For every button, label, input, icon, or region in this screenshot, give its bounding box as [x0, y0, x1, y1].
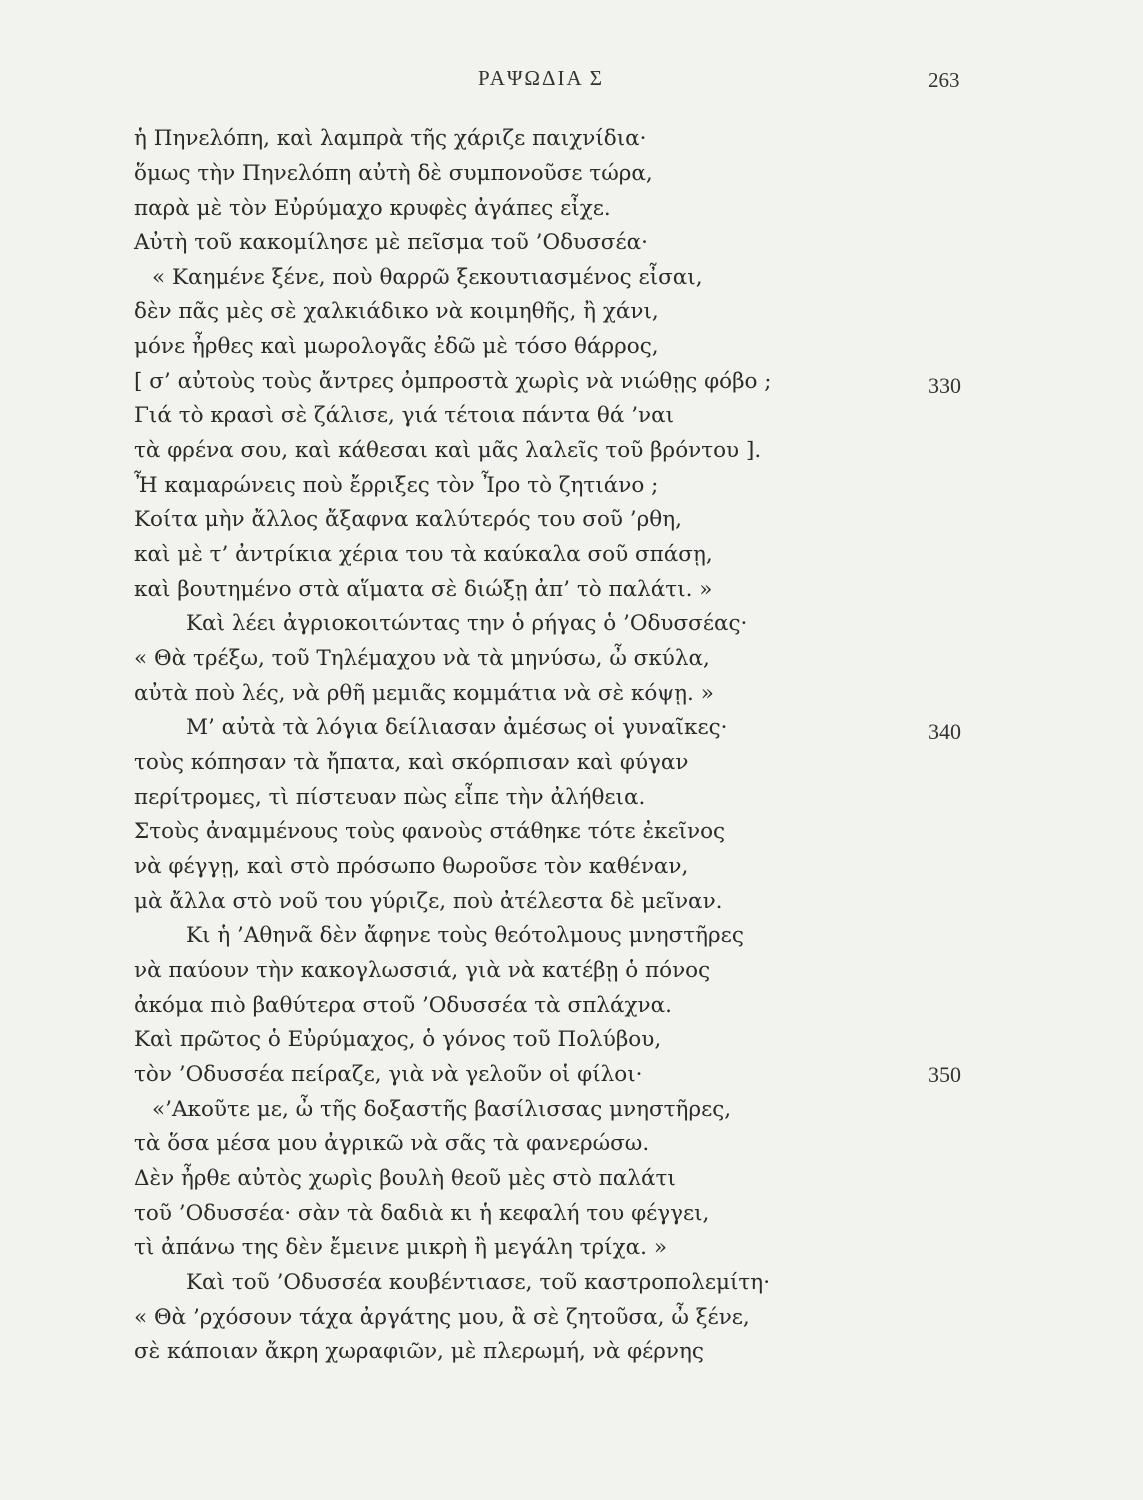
- verse-line: περίτρομες, τὶ πίστευαν πὼς εἶπε τὴν ἀλήθεια.: [134, 785, 646, 810]
- verse-line: δὲν πᾶς μὲς σὲ χαλκιάδικο νὰ κοιμηθῆς, ἢ χάνι,: [134, 299, 659, 324]
- verse-line: Ἦ καμαρώνεις ποὺ ἔρριξες τὸν Ἶρο τὸ ζητιάνο ;: [134, 473, 659, 498]
- verse-line: Μ’ αὐτὰ τὰ λόγια δείλιασαν ἀμέσως οἱ γυναῖκες·: [186, 715, 728, 740]
- line-number: 350: [928, 1062, 961, 1087]
- verse-line: ὅμως τὴν Πηνελόπη αὐτὴ δὲ συμπονοῦσε τώρα,: [134, 161, 653, 186]
- verse-line: «’Ακοῦτε με, ὦ τῆς δοξαστῆς βασίλισσας μνηστῆρες,: [152, 1097, 732, 1122]
- verse-line: Γιά τὸ κρασὶ σὲ ζάλισε, γιά τέτοια πάντα θά ’ναι: [134, 403, 675, 428]
- verse-line: Κι ἡ ’Αθηνᾶ δὲν ἄφηνε τοὺς θεότολμους μνηστῆρες: [186, 923, 744, 948]
- verse-line: [ σ’ αὐτοὺς τοὺς ἄντρες ὀμπροστὰ χωρὶς νὰ νιώθῃς φόβο ;: [134, 369, 772, 394]
- verse-line: Κοίτα μὴν ἄλλος ἄξαφνα καλύτερός του σοῦ ’ρθη,: [134, 507, 682, 532]
- verse-line: νὰ παύουν τὴν κακογλωσσιά, γιὰ νὰ κατέβῃ ὁ πόνος: [134, 958, 711, 983]
- page-number: 263: [928, 68, 960, 92]
- verse-line: Δὲν ἦρθε αὐτὸς χωρὶς βουλὴ θεοῦ μὲς στὸ παλάτι: [134, 1166, 676, 1191]
- verse-line: « Καημένε ξένε, ποὺ θαρρῶ ξεκουτιασμένος εἶσαι,: [152, 265, 703, 290]
- verse-line: τὰ ὅσα μέσα μου ἀγρικῶ νὰ σᾶς τὰ φανερώσω.: [134, 1131, 650, 1156]
- running-title: ΡΑΨΩΔΙΑ Σ: [478, 66, 605, 90]
- verse-line: τοὺς κόπησαν τὰ ἤπατα, καὶ σκόρπισαν καὶ φύγαν: [134, 750, 689, 775]
- line-number: 330: [928, 373, 961, 398]
- verse-line: τὶ ἀπάνω της δὲν ἔμεινε μικρὴ ἢ μεγάλη τρίχα. »: [134, 1235, 667, 1260]
- verse-line: παρὰ μὲ τὸν Εὐρύμαχο κρυφὲς ἀγάπες εἶχε.: [134, 196, 611, 221]
- verse-line: καὶ μὲ τ’ ἀντρίκια χέρια του τὰ καύκαλα σοῦ σπάσῃ,: [134, 542, 713, 567]
- verse-line: καὶ βουτημένο στὰ αἵματα σὲ διώξῃ ἀπ’ τὸ παλάτι. »: [134, 577, 713, 602]
- verse-line: « Θὰ ’ρχόσουν τάχα ἀργάτης μου, ἂ σὲ ζητοῦσα, ὦ ξένε,: [134, 1305, 750, 1330]
- verse-line: Καὶ λέει ἀγριοκοιτώντας την ὁ ρήγας ὁ ’Οδυσσέας·: [186, 611, 748, 636]
- verse-line: τὸν ’Οδυσσέα πείραζε, γιὰ νὰ γελοῦν οἱ φίλοι·: [134, 1062, 643, 1087]
- line-number: 340: [928, 719, 961, 744]
- verse-line: τὰ φρένα σου, καὶ κάθεσαι καὶ μᾶς λαλεῖς τοῦ βρόντου ].: [134, 438, 762, 463]
- verse-line: νὰ φέγγῃ, καὶ στὸ πρόσωπο θωροῦσε τὸν καθέναν,: [134, 854, 689, 879]
- verse-line: Καὶ τοῦ ’Οδυσσέα κουβέντιασε, τοῦ καστροπολεμίτη·: [186, 1270, 771, 1295]
- verse-line: σὲ κάποιαν ἄκρη χωραφιῶν, μὲ πλερωμή, νὰ φέρνης: [134, 1339, 704, 1364]
- verse-line: « Θὰ τρέξω, τοῦ Τηλέμαχου νὰ τὰ μηνύσω, ὦ σκύλα,: [134, 646, 710, 671]
- verse-line: τοῦ ’Οδυσσέα· σὰν τὰ δαδιὰ κι ἡ κεφαλή του φέγγει,: [134, 1201, 710, 1226]
- verse-line: αὐτὰ ποὺ λές, νὰ ρθῆ μεμιᾶς κομμάτια νὰ σὲ κόψῃ. »: [134, 681, 714, 706]
- verse-line: ἀκόμα πιὸ βαθύτερα στοῦ ’Οδυσσέα τὰ σπλάχνα.: [134, 993, 672, 1018]
- verse-line: μόνε ἦρθες καὶ μωρολογᾶς ἐδῶ μὲ τόσο θάρρος,: [134, 334, 659, 359]
- verse-line: Στοὺς ἀναμμένους τοὺς φανοὺς στάθηκε τότε ἐκεῖνος: [134, 819, 726, 844]
- verse-line: Καὶ πρῶτος ὁ Εὐρύμαχος, ὁ γόνος τοῦ Πολύβου,: [134, 1027, 662, 1052]
- verse-line: ἡ Πηνελόπη, καὶ λαμπρὰ τῆς χάριζε παιχνίδια·: [134, 126, 647, 151]
- verse-line: μὰ ἄλλα στὸ νοῦ του γύριζε, ποὺ ἀτέλεστα δὲ μεῖναν.: [134, 889, 723, 914]
- verse-line: Αὐτὴ τοῦ κακομίλησε μὲ πεῖσμα τοῦ ’Οδυσσέα·: [134, 230, 648, 255]
